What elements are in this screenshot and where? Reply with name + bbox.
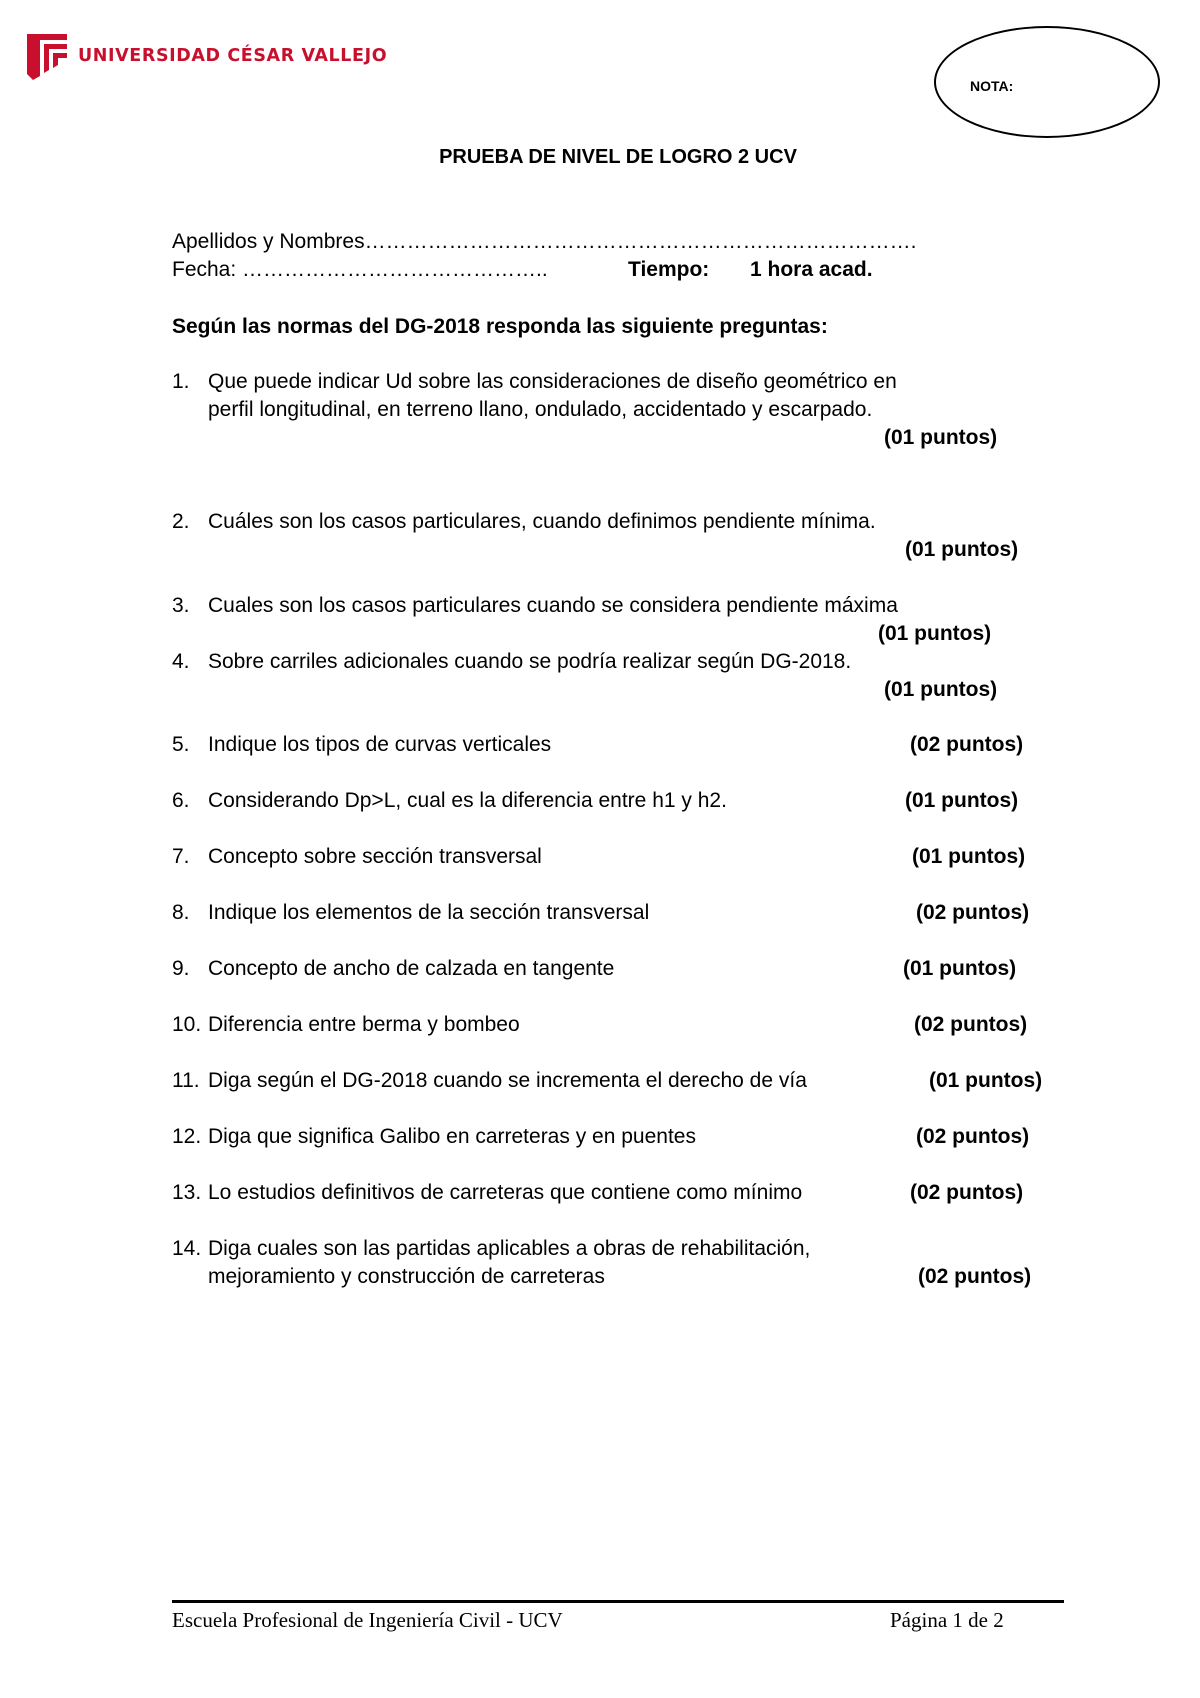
question-points: (02 puntos) — [910, 733, 1024, 756]
question-number: 13. — [172, 1181, 202, 1204]
question-number: 4. — [172, 650, 190, 673]
question-points: (01 puntos) — [884, 426, 998, 449]
names-label: Apellidos y Nombres — [172, 230, 365, 253]
footer-divider — [172, 1600, 1064, 1603]
date-line — [172, 256, 548, 284]
footer-page-number: Página 1 de 2 — [890, 1608, 1004, 1632]
question-number: 6. — [172, 789, 190, 812]
question-text: Diferencia entre berma y bombeo — [208, 1013, 520, 1036]
question-points: (01 puntos) — [929, 1069, 1043, 1092]
question-points: (02 puntos) — [914, 1013, 1028, 1036]
question-text: Que puede indicar Ud sobre las consideraciones de diseño geométrico en — [208, 370, 897, 393]
question-points: (02 puntos) — [916, 901, 1030, 924]
question-number: 12. — [172, 1125, 202, 1148]
question-points: (01 puntos) — [912, 845, 1026, 868]
question-points: (01 puntos) — [884, 678, 998, 701]
question-points: (02 puntos) — [910, 1181, 1024, 1204]
question-number: 2. — [172, 510, 190, 533]
question-text: Concepto sobre sección transversal — [208, 845, 542, 868]
ucv-shield-icon — [24, 30, 70, 82]
question-text: Diga que significa Galibo en carreteras y en puentes — [208, 1125, 696, 1148]
page-title: PRUEBA DE NIVEL DE LOGRO 2 UCV — [439, 146, 797, 168]
question-points: (02 puntos) — [918, 1265, 1032, 1288]
question-text: Cuales son los casos particulares cuando se considera pendiente máxima — [208, 594, 898, 617]
question-number: 1. — [172, 370, 190, 393]
question-number: 11. — [172, 1069, 200, 1092]
question-text: Diga cuales son las partidas aplicables a obras de rehabilitación, — [208, 1237, 811, 1260]
question-number: 14. — [172, 1237, 202, 1260]
question-number: 10. — [172, 1013, 202, 1036]
question-number: 9. — [172, 957, 190, 980]
question-text: Considerando Dp>L, cual es la diferencia entre h1 y h2. — [208, 789, 727, 812]
question-text: Cuáles son los casos particulares, cuando definimos pendiente mínima. — [208, 510, 876, 533]
question-number: 7. — [172, 845, 190, 868]
question-text: Lo estudios definitivos de carreteras que contiene como mínimo — [208, 1181, 803, 1204]
question-points: (02 puntos) — [916, 1125, 1030, 1148]
question-text: Indique los tipos de curvas verticales — [208, 733, 552, 756]
question-points: (01 puntos) — [905, 789, 1019, 812]
grade-oval — [934, 26, 1160, 138]
names-line — [172, 228, 916, 256]
question-text: Concepto de ancho de calzada en tangente — [208, 957, 615, 980]
footer-school: Escuela Profesional de Ingeniería Civil - UCV — [172, 1608, 563, 1632]
time-label: Tiempo: — [628, 258, 710, 281]
question-text-cont: perfil longitudinal, en terreno llano, ondulado, accidentado y escarpado. — [208, 398, 873, 421]
logo-text: UNIVERSIDAD CÉSAR VALLEJO — [78, 46, 388, 66]
instructions: Según las normas del DG-2018 responda las siguiente preguntas: — [172, 315, 828, 338]
time-value: 1 hora acad. — [750, 258, 873, 281]
question-number: 8. — [172, 901, 190, 924]
date-dots: …………………………………….. — [242, 258, 548, 281]
names-dots: ……………………………………………………………………. — [364, 230, 917, 253]
date-label: Fecha: — [172, 258, 237, 281]
question-text: Indique los elementos de la sección transversal — [208, 901, 650, 924]
grade-label: NOTA: — [970, 78, 1014, 94]
question-points: (01 puntos) — [905, 538, 1019, 561]
question-text: Sobre carriles adicionales cuando se podría realizar según DG-2018. — [208, 650, 852, 673]
university-logo — [24, 30, 387, 82]
question-points: (01 puntos) — [903, 957, 1017, 980]
question-text: Diga según el DG-2018 cuando se incrementa el derecho de vía — [208, 1069, 807, 1092]
question-number: 3. — [172, 594, 190, 617]
question-points: (01 puntos) — [878, 622, 992, 645]
question-number: 5. — [172, 733, 190, 756]
question-text-cont: mejoramiento y construcción de carreteras — [208, 1265, 605, 1288]
